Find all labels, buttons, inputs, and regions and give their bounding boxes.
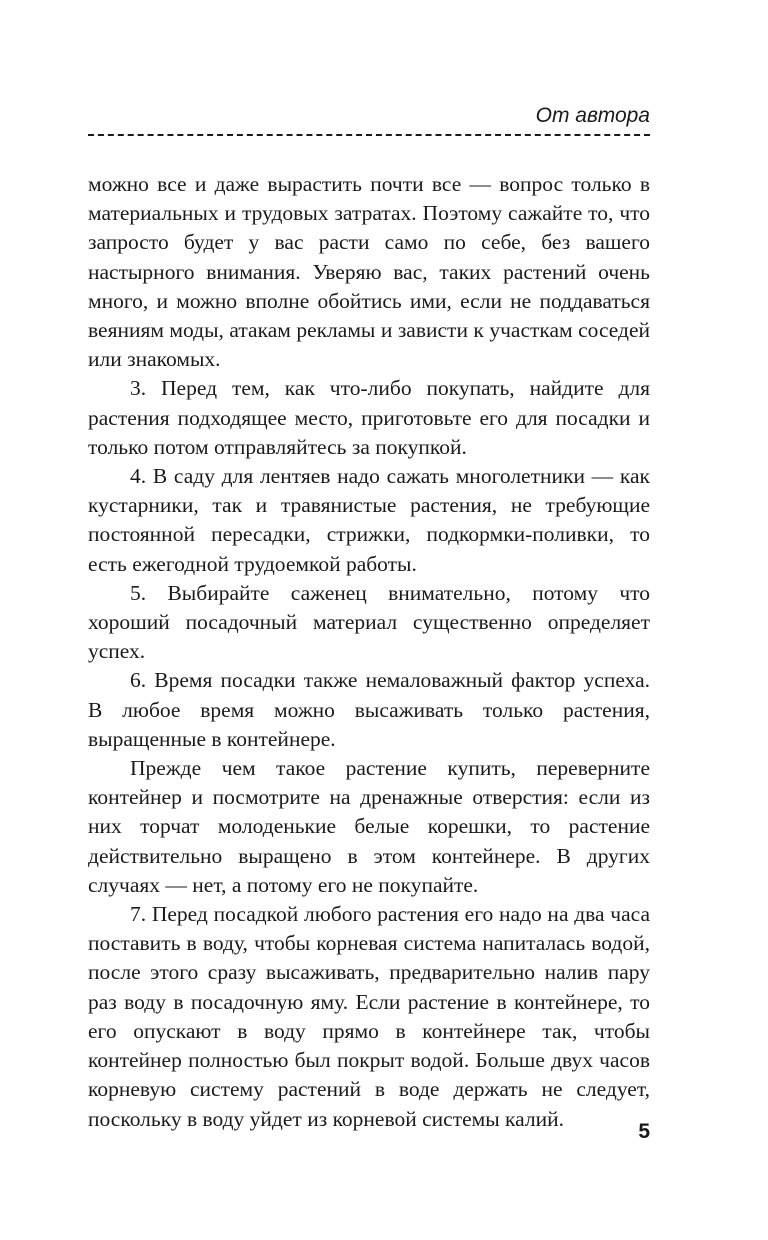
paragraph-item-5: 5. Выбирайте саженец внимательно, потому что хороший посадочный материал существенно определяет успех. [88, 580, 650, 664]
page-body-text [88, 170, 650, 1134]
paragraph-item-4: 4. В саду для лентяев надо сажать многолетники — как кустарники, так и травянистые растения, не требующие постоянной пересадки, стрижки, подкормки-поливки, то есть ежегодной трудоемкой работы. [88, 464, 650, 576]
paragraph-item-6: 6. Время посадки также немаловажный фактор успеха. В любое время можно высаживать только растения, выращенные в контейнере. [88, 668, 650, 751]
paragraph-item-7: 7. Перед посадкой любого растения его надо на два часа поставить в воду, чтобы корневая система напиталась водой, после этого сразу высаживать, предварительно налив пару раз воду в посадочную яму. Если растение в контейнере, то его опускают в воду прямо в контейнере так, чтобы контейнер полностью был покрыт водой. Больше двух часов корневую систему растений в воде держать не следует, поскольку в воду уйдет из корневой системы калий. [88, 902, 650, 1131]
page-number: 5 [638, 1120, 650, 1143]
paragraph-item-3: 3. Перед тем, как что-либо покупать, найдите для растения подходящее место, приготовьте его для посадки и только потом отправляйтесь за покупкой. [88, 376, 650, 459]
running-head-title: От автора [535, 104, 650, 127]
paragraph-continued: можно все и даже вырастить почти все — вопрос только в материальных и трудовых затратах. Поэтому сажайте то, что запросто будет у вас расти само по себе, без вашего настырного внимания. Уверяю вас, таких растений очень много, и можно вполне обойтись ими, если не поддаваться веяниям моды, атакам рекламы и зависти к участкам соседей или знакомых. [88, 172, 650, 372]
paragraph-container-check: Прежде чем такое растение купить, переверните контейнер и посмотрите на дренажные отверстия: если из них торчат молоденькие белые корешки, то растение действительно выращено в этом контейнере. В других случаях — нет, а потому его не покупайте. [88, 756, 650, 897]
header-dashed-divider [88, 134, 650, 136]
